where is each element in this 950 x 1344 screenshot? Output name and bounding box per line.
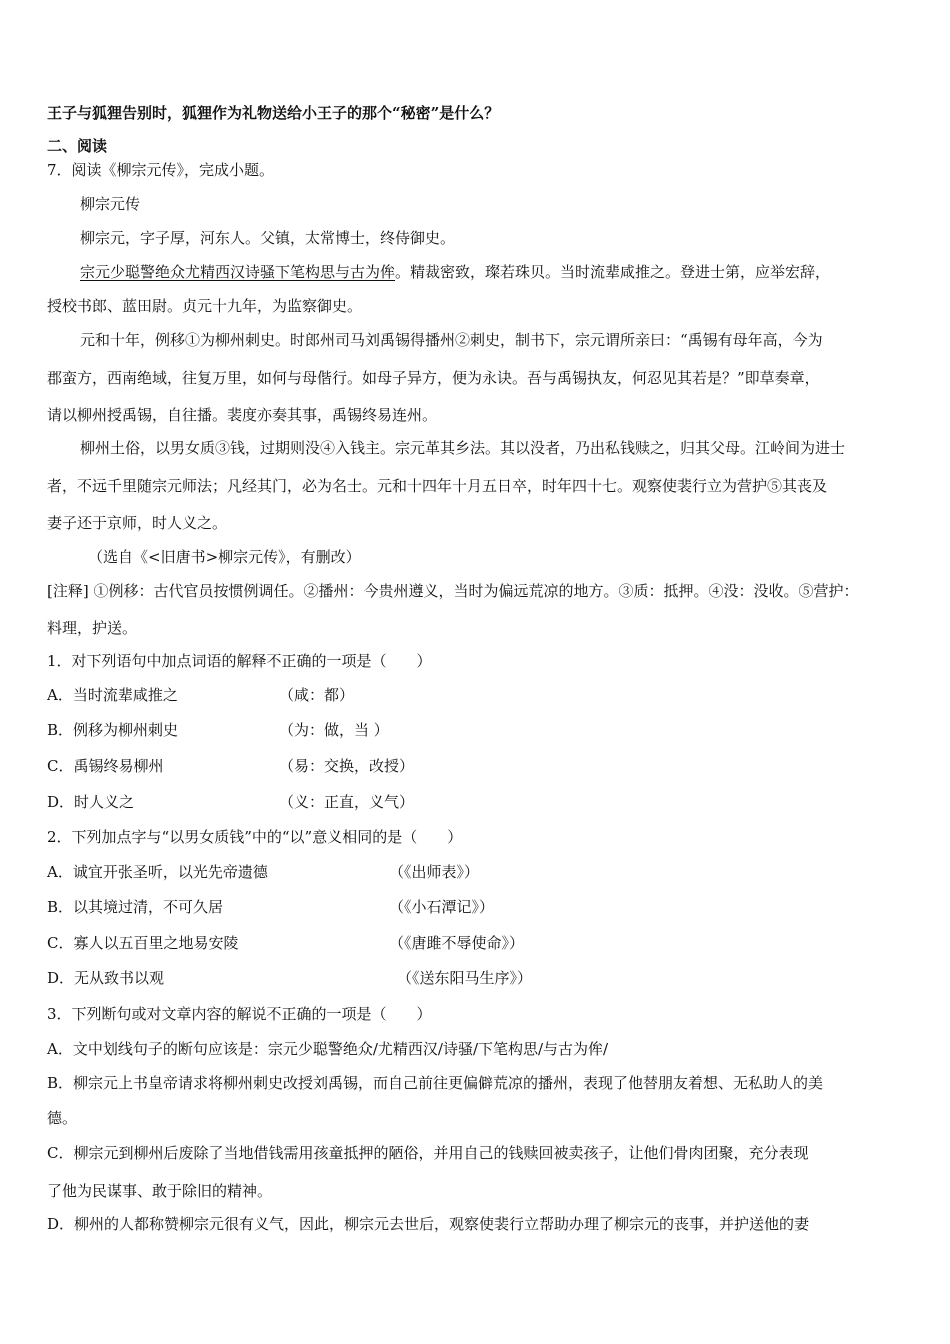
section-heading-reading: 二、阅读 xyxy=(47,137,108,155)
underlined-sentence: 宗元少聪警绝众尤精西汉诗骚下笔构思与古为侔 xyxy=(80,263,396,281)
passage-title: 柳宗元传 xyxy=(80,195,141,213)
sub1-option-b xyxy=(47,720,897,740)
question-fox-secret: 王子与狐狸告别时，狐狸作为礼物送给小王子的那个“秘密”是什么？ xyxy=(47,104,500,122)
sub3-option-b-line2: 德。 xyxy=(47,1109,78,1127)
option-label: C．寡人以五百里之地易安陵 xyxy=(47,934,239,952)
option-note: （易：交换，改授） xyxy=(279,757,415,775)
option-note: （《唐雎不辱使命》） xyxy=(389,934,525,952)
annotation-line1: [注释] ①例移：古代官员按惯例调任。②播州：今贵州遵义，当时为偏远荒凉的地方。③质：抵押。④没：没收。⑤营护： xyxy=(47,582,859,600)
option-label: A．当时流辈咸推之 xyxy=(47,686,178,704)
option-label: B．例移为柳州刺史 xyxy=(47,721,179,739)
sub3-option-d-line1: D．柳州的人都称赞柳宗元很有义气，因此，柳宗元去世后，观察使裴行立帮助办理了柳宗元的丧事，并护送他的妻 xyxy=(47,1215,810,1233)
option-note: （为：做，当 ） xyxy=(279,721,389,739)
passage-p2-line1 xyxy=(80,262,830,282)
sub2-option-c xyxy=(47,933,897,953)
passage-p1: 柳宗元，字子厚，河东人。父镇，太常博士，终侍御史。 xyxy=(80,229,456,247)
passage-p4-line3: 妻子还于京师，时人义之。 xyxy=(47,514,228,532)
sub2-stem: 2．下列加点字与“以男女质钱”中的“以”意义相同的是（ ） xyxy=(47,828,463,846)
passage-p3-line3: 请以柳州授禹锡，自往播。裴度亦奏其事，禹锡终易连州。 xyxy=(47,406,438,424)
sub2-option-a xyxy=(47,862,897,882)
passage-p4-line1: 柳州土俗，以男女质③钱，过期则没④入钱主。宗元革其乡法。其以没者，乃出私钱赎之，归其父母。江岭间为进士 xyxy=(80,439,846,457)
sub3-option-c-line1: C．柳宗元到柳州后废除了当地借钱需用孩童抵押的陋俗，并用自己的钱赎回被卖孩子，让他们骨肉团聚，充分表现 xyxy=(47,1144,809,1162)
option-note: （《出师表》） xyxy=(389,863,480,881)
passage-p2-rest: 。精裁密致，璨若珠贝。当时流辈咸推之。登进士第，应举宏辞， xyxy=(395,263,831,281)
passage-source: （选自《<旧唐书>柳宗元传》，有删改） xyxy=(88,548,361,566)
passage-p3-line1: 元和十年，例移①为柳州刺史。时郎州司马刘禹锡得播州②刺史，制书下，宗元谓所亲曰：“禹锡有母年高，今为 xyxy=(80,331,823,349)
option-note: （义：正直，义气） xyxy=(279,793,415,811)
sub3-option-b-line1: B．柳宗元上书皇帝请求将柳州刺史改授刘禹锡，而自己前往更偏僻荒凉的播州，表现了他替朋友着想、无私助人的美 xyxy=(47,1074,824,1092)
passage-p4-line2: 者，不远千里随宗元师法；凡经其门，必为名士。元和十四年十月五日卒，时年四十七。观察使裴行立为营护⑤其丧及 xyxy=(47,477,828,495)
q7-intro: 7．阅读《柳宗元传》，完成小题。 xyxy=(47,161,275,179)
option-label: C．禹锡终易柳州 xyxy=(47,757,164,775)
option-label: D．无从致书以观 xyxy=(47,969,165,987)
option-note: （《小石潭记》） xyxy=(389,898,495,916)
option-note: （《送东阳马生序》） xyxy=(397,969,533,987)
option-note: （咸：都） xyxy=(279,686,355,704)
sub1-stem: 1．对下列语句中加点词语的解释不正确的一项是（ ） xyxy=(47,652,432,670)
sub3-stem: 3．下列断句或对文章内容的解说不正确的一项是（ ） xyxy=(47,1005,432,1023)
sub1-option-d xyxy=(47,792,897,812)
sub1-option-c xyxy=(47,756,897,776)
sub2-option-d xyxy=(47,968,897,988)
passage-p3-line2: 郡蛮方，西南绝域，往复万里，如何与母偕行。如母子异方，便为永诀。吾与禹锡执友，何忍见其若是？”即草奏章， xyxy=(47,369,820,387)
sub3-option-a: A．文中划线句子的断句应该是：宗元少聪警绝众/尤精西汉/诗骚/下笔构思/与古为侔/ xyxy=(47,1040,609,1058)
option-label: B．以其境过清，不可久居 xyxy=(47,898,224,916)
sub2-option-b xyxy=(47,897,897,917)
passage-p2-line2: 授校书郎、蓝田尉。贞元十九年，为监察御史。 xyxy=(47,297,363,315)
sub3-option-c-line2: 了他为民谋事、敢于除旧的精神。 xyxy=(47,1182,273,1200)
option-label: D．时人义之 xyxy=(47,793,135,811)
annotation-line2: 料理，护送。 xyxy=(47,619,138,637)
option-label: A．诚宜开张圣听，以光先帝遗德 xyxy=(47,863,268,881)
sub1-option-a xyxy=(47,685,897,705)
